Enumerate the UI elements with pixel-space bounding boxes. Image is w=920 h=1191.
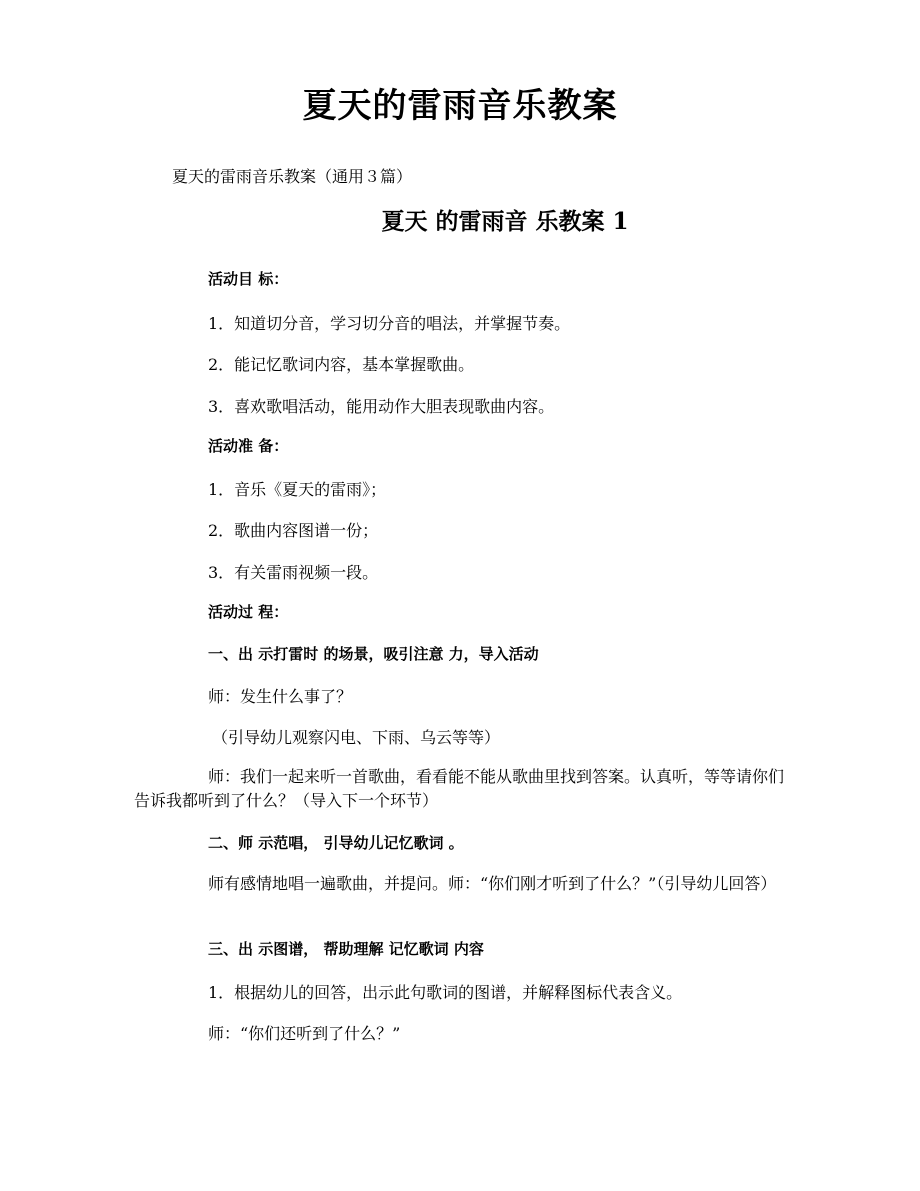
step-heading-3: 三、出 示图谱， 帮助理解 记忆歌词 内容 [208,940,484,958]
goal-item: 3．喜欢歌唱活动，能用动作大胆表现歌曲内容。 [208,397,555,416]
prep-item: 3．有关雷雨视频一段。 [208,563,379,582]
heading-preparation: 活动准 备： [208,437,289,455]
paragraph: 师：“你们还听到了什么？” [208,1024,401,1043]
step-heading-1: 一、出 示打雷时 的场景，吸引注意 力，导入活动 [208,645,539,663]
paragraph: （引导幼儿观察闪电、下雨、乌云等等） [212,728,501,747]
paragraph: 师：发生什么事了？ [208,687,353,706]
subtitle: 夏天的雷雨音乐教案（通用３篇） [172,167,413,186]
step-heading-2: 二、师 示范唱， 引导幼儿记忆歌词 。 [208,834,464,852]
prep-item: 1．音乐《夏天的雷雨》； [208,480,387,499]
paragraph: 师：我们一起来听一首歌曲，看看能不能从歌曲里找到答案。认真听，等等请你们告诉我都听到了什么？（导入下一个环节） [134,767,785,810]
section-title: 夏天 的雷雨音 乐教案 1 [381,208,629,235]
prep-item: 2．歌曲内容图谱一份； [208,521,379,540]
goal-item: 2．能记忆歌词内容，基本掌握歌曲。 [208,355,475,374]
heading-process: 活动过 程： [208,603,289,621]
paragraph: 师有感情地唱一遍歌曲，并提问。师：“你们刚才听到了什么？”（引导幼儿回答） [208,874,777,893]
heading-goals: 活动目 标： [208,270,289,288]
goal-item: 1．知道切分音，学习切分音的唱法，并掌握节奏。 [208,314,571,333]
paragraph: 1．根据幼儿的回答，出示此句歌词的图谱，并解释图标代表含义。 [208,983,683,1002]
page-title: 夏天的雷雨音乐教案 [302,86,618,126]
